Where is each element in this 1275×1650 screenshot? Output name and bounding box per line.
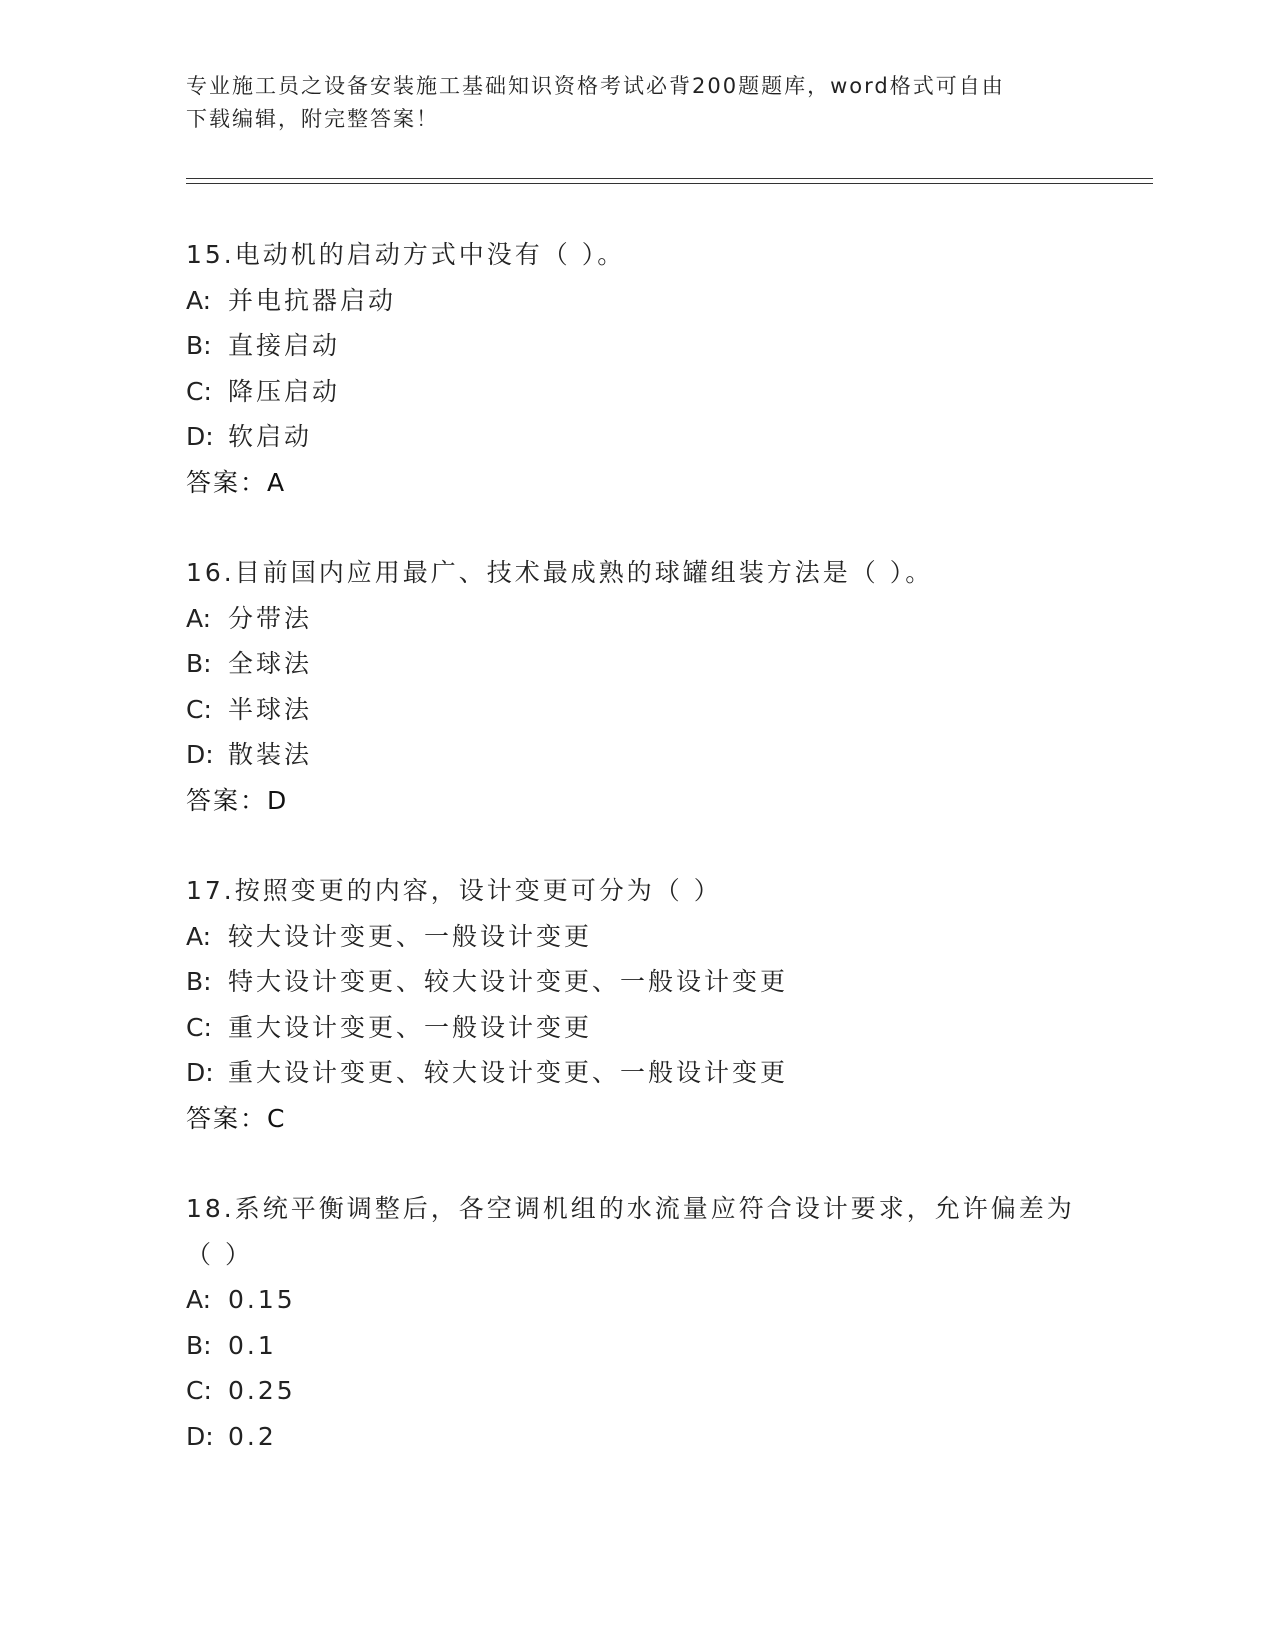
option-letter: C:	[186, 1376, 212, 1405]
option-b	[186, 959, 1086, 1005]
header-line-1: 专业施工员之设备安装施工基础知识资格考试必背200题题库，word格式可自由	[186, 74, 1005, 98]
answer-line: 答案：C	[186, 1103, 287, 1133]
option-text: 散装法	[228, 740, 313, 769]
option-letter: D:	[186, 740, 214, 769]
option-text: 重大设计变更、较大设计变更、一般设计变更	[228, 1058, 789, 1087]
option-text: 较大设计变更、一般设计变更	[228, 921, 593, 951]
question-15	[186, 232, 1086, 505]
option-d	[186, 414, 1086, 460]
question-17	[186, 868, 1086, 1141]
option-letter: B:	[186, 649, 212, 678]
option-text: 特大设计变更、较大设计变更、一般设计变更	[228, 967, 789, 996]
option-letter: C:	[186, 376, 212, 406]
option-letter: C:	[186, 694, 212, 724]
option-d	[186, 1050, 1086, 1096]
option-text: 重大设计变更、一般设计变更	[228, 1012, 593, 1042]
question-stem: 15.电动机的启动方式中没有（ ）。	[186, 240, 626, 269]
option-text: 降压启动	[228, 376, 341, 406]
option-a	[186, 1277, 1086, 1323]
option-text: 0.25	[228, 1376, 296, 1405]
question-16	[186, 550, 1086, 823]
option-a	[186, 914, 1086, 960]
option-c	[186, 369, 1086, 415]
option-c	[186, 1005, 1086, 1051]
option-b	[186, 323, 1086, 369]
option-letter: A:	[186, 285, 212, 315]
question-stem: 16.目前国内应用最广、技术最成熟的球罐组装方法是（ ）。	[186, 558, 934, 587]
question-18	[186, 1186, 1086, 1459]
option-letter: C:	[186, 1012, 212, 1042]
option-text: 0.15	[228, 1285, 296, 1314]
option-text: 全球法	[228, 649, 313, 678]
answer-line: 答案：D	[186, 785, 289, 815]
option-text: 并电抗器启动	[228, 285, 397, 315]
option-letter: A:	[186, 921, 212, 951]
header-divider-bottom	[186, 183, 1153, 184]
option-c	[186, 687, 1086, 733]
option-b	[186, 641, 1086, 687]
option-letter: D:	[186, 1421, 214, 1451]
option-text: 0.1	[228, 1330, 277, 1360]
option-text: 直接启动	[228, 331, 341, 360]
option-text: 软启动	[228, 422, 313, 451]
option-b	[186, 1323, 1086, 1369]
option-d	[186, 732, 1086, 778]
option-letter: D:	[186, 1058, 214, 1087]
header-line-2: 下载编辑，附完整答案！	[186, 107, 439, 131]
option-letter: A:	[186, 1285, 212, 1314]
option-text: 0.2	[228, 1421, 277, 1451]
document-header	[186, 70, 1086, 136]
option-text: 分带法	[228, 603, 313, 633]
option-letter: B:	[186, 1330, 212, 1360]
option-letter: A:	[186, 603, 212, 633]
option-a	[186, 596, 1086, 642]
question-stem: 17.按照变更的内容，设计变更可分为（ ）	[186, 876, 722, 905]
option-letter: B:	[186, 967, 212, 996]
option-a	[186, 278, 1086, 324]
question-stem: 18.系统平衡调整后，各空调机组的水流量应符合设计要求，允许偏差为（ ）	[186, 1194, 1075, 1269]
option-d	[186, 1414, 1086, 1460]
option-letter: B:	[186, 331, 212, 360]
header-divider-top	[186, 178, 1153, 179]
option-letter: D:	[186, 422, 214, 451]
option-text: 半球法	[228, 694, 313, 724]
option-c	[186, 1368, 1086, 1414]
question-list	[186, 232, 1086, 1504]
answer-line: 答案：A	[186, 467, 287, 497]
